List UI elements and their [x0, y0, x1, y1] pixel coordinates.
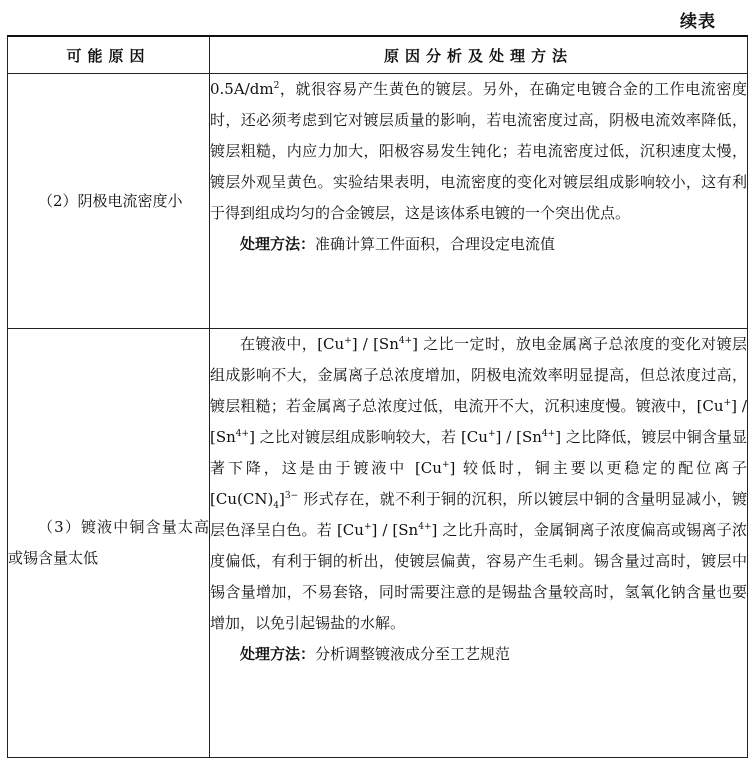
superscript: + [441, 460, 450, 470]
analysis-paragraph [210, 329, 747, 639]
superscript: + [487, 429, 496, 439]
analysis-cell [210, 329, 748, 758]
method-label: 处理方法： [240, 645, 316, 663]
subscript: 4 [273, 501, 280, 511]
analysis-text: ] / [Sn [351, 335, 399, 353]
analysis-text: ，就很容易产生黄色的镀层。另外，在确定电镀合金的工作电流密度时，还必须考虑到它对镀层质量的影响，若电流密度过高，阴极电流效率降低，镀层粗糙，内应力加大，阳极容易发生钝化；若电流密度过低，沉积速度太慢，镀层外观呈黄色。实验结果表明，电流密度的变化对镀层组成影响较小，这有利于得到组成均匀的合金镀层，这是该体系电镀的一个突出优点。 [210, 80, 747, 222]
analysis-text: ] 之比升高时，金属铜离子浓度偏高或锡离子浓度偏低，有利于铜的析出，使镀层偏黄，容易产生毛刺。锡含量过高时，镀层中锡含量增加，不易套铬，同时需要注意的是锡盐含量较高时，氢氧化钠含量也要增加，以免引起锡盐的水解。 [210, 521, 747, 632]
superscript: 3− [284, 491, 299, 501]
superscript: 4+ [418, 522, 432, 532]
method-line [210, 229, 747, 260]
method-label: 处理方法： [240, 235, 316, 253]
method-text: 准确计算工件面积，合理设定电流值 [315, 235, 556, 253]
header-cause: 可能原因 [8, 36, 210, 74]
continued-table-label: 续表 [680, 12, 716, 32]
current-density-value: 0.5A/dm [210, 80, 274, 98]
analysis-text: ] / [Sn [210, 397, 747, 446]
analysis-text: 形式存在，就不利于铜的沉积，所以镀层中铜的含量明显减小，镀层色泽呈白色。若 [Cu [210, 490, 747, 539]
table-header-row [8, 36, 748, 74]
superscript: + [723, 398, 732, 408]
superscript: + [363, 522, 372, 532]
analysis-cell [210, 74, 748, 329]
analysis-text: ] / [Sn [371, 521, 419, 539]
superscript: 4+ [235, 429, 250, 439]
method-line [210, 639, 747, 670]
analysis-text: ] 较低时，铜主要以更稳定的配位离子 [Cu(CN) [210, 459, 747, 508]
cause-analysis-table [7, 35, 748, 758]
analysis-text: 在镀液中，[Cu [240, 335, 345, 353]
table-row [8, 329, 748, 758]
analysis-text: ] 之比对镀层组成影响较大，若 [Cu [249, 428, 488, 446]
analysis-paragraph [210, 74, 747, 229]
cause-cell: （3）镀液中铜含量太高或锡含量太低 [8, 329, 210, 758]
analysis-text: ] / [Sn [495, 428, 542, 446]
header-analysis: 原因分析及处理方法 [210, 36, 748, 74]
analysis-text: ] 之比降低，镀层中铜含量显著下降，这是由于镀液中 [Cu [210, 428, 748, 477]
cause-cell: （2）阴极电流密度小 [8, 74, 210, 329]
method-text: 分析调整镀液成分至工艺规范 [315, 645, 511, 663]
analysis-text: ] 之比一定时，放电金属离子总浓度的变化对镀层组成影响不大，金属离子总浓度增加，阴极电流效率明显提高，但总浓度过高，镀层粗糙；若金属离子总浓度过低，电流开不大，沉积速度慢。镀液中，[Cu [210, 335, 748, 415]
analysis-text: ] [279, 490, 285, 508]
superscript: 2 [273, 81, 280, 91]
superscript: + [344, 336, 352, 346]
table-row [8, 74, 748, 329]
superscript: 4+ [541, 429, 556, 439]
superscript: 4+ [398, 336, 413, 346]
